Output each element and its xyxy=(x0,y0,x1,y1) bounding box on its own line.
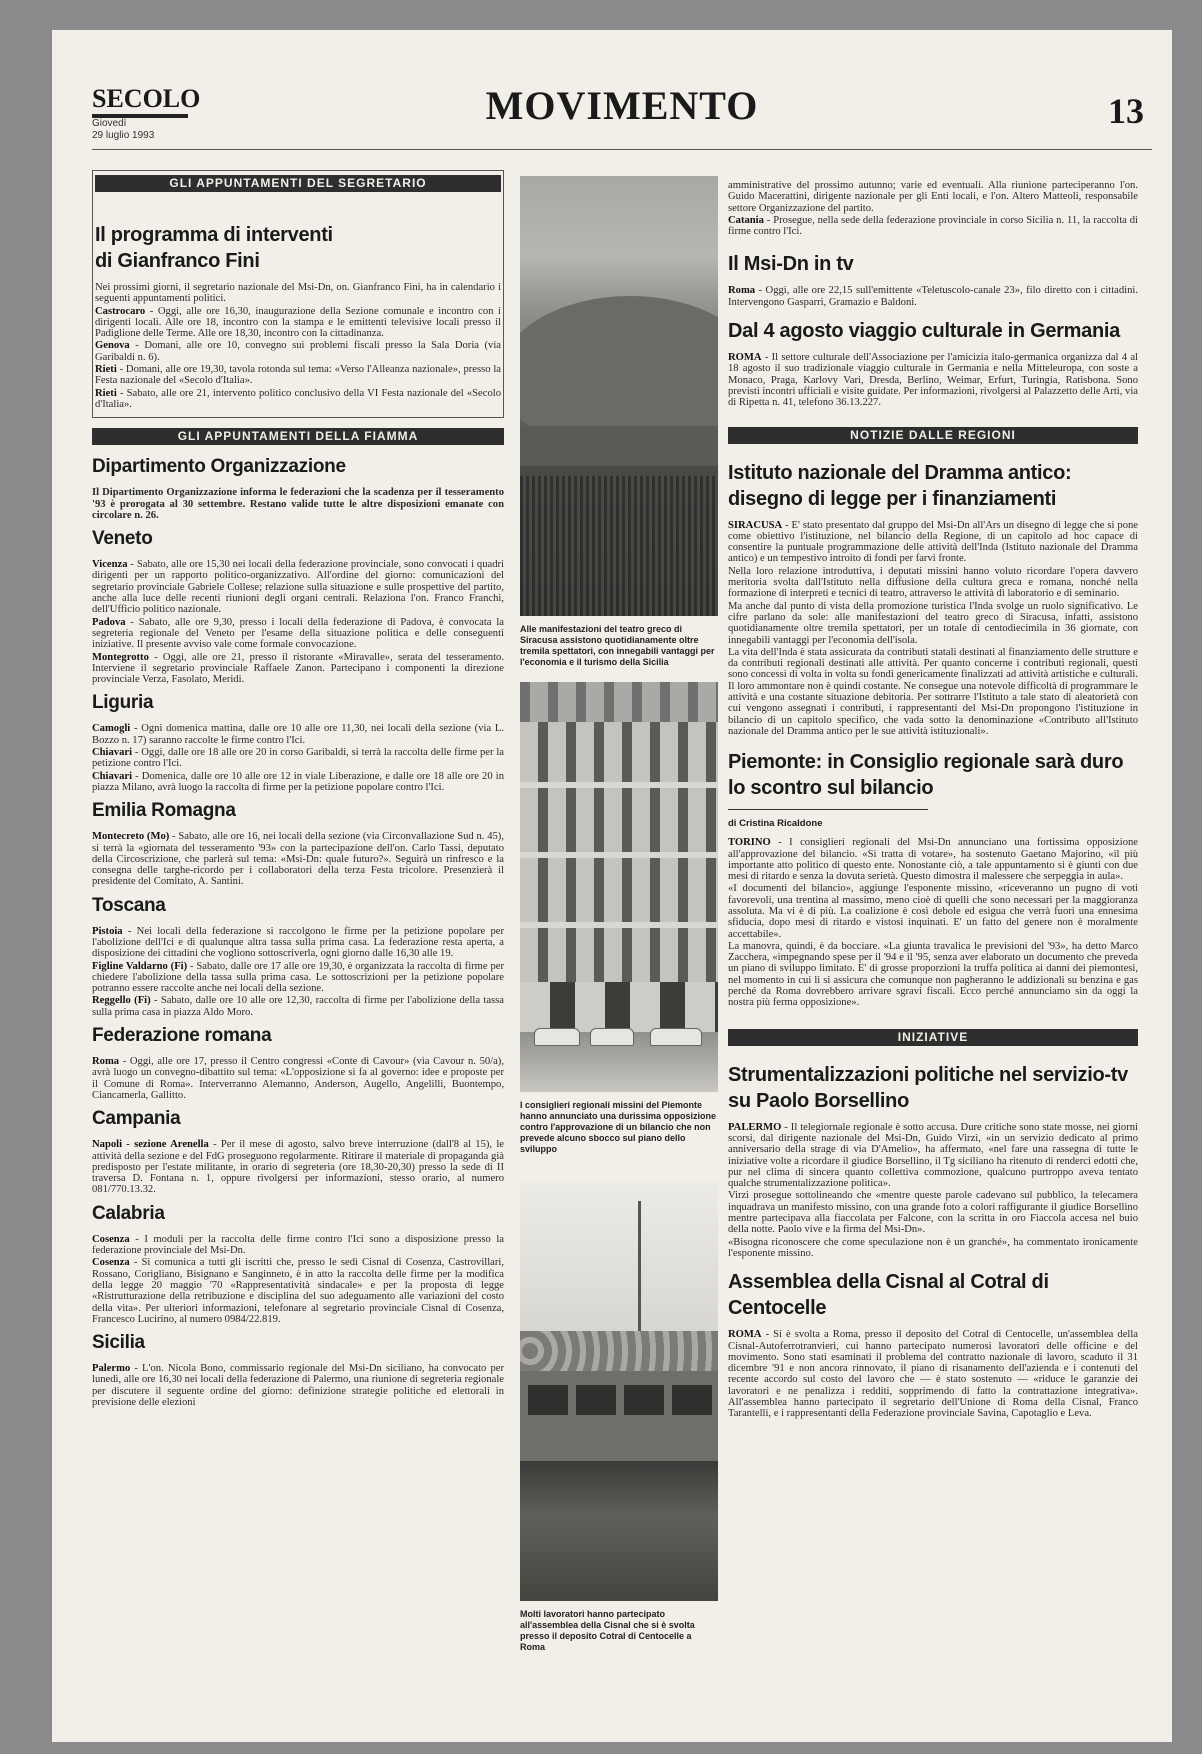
paragraph-text: «Bisogna riconoscere che come speculazione non è un granché», ha commentato ironicamente l'esponente missino. xyxy=(728,1236,1138,1259)
paragraph-text: - Oggi, dalle ore 18 alle ore 20 in corso Garibaldi, si terrà la raccolta delle firme per la petizione contro l'Ici. xyxy=(92,747,504,770)
paragraph-lead: Vicenza xyxy=(92,559,128,571)
paragraph-lead: Reggello (Fi) xyxy=(92,995,151,1007)
paragraph xyxy=(92,1139,504,1195)
headline-emilia: Emilia Romagna xyxy=(92,800,236,822)
paragraph-lead: Palermo xyxy=(92,1363,131,1375)
secretary-box xyxy=(92,170,504,418)
paragraph-text: - Domani, alle ore 10, convegno sui problemi fiscali presso la Sala Doria (via Garibaldi n. 6). xyxy=(95,340,501,363)
photo-crowd-shape xyxy=(520,476,718,616)
photo-bus-window xyxy=(672,1385,712,1415)
left-column xyxy=(92,170,504,1409)
paragraph-text: - Il settore culturale dell'Associazione per l'amicizia italo-germanica organizza dal 4 al 18 agosto il suo tradizionale viaggio culturale in Germania e nella Mitteleuropa, con soste a Monaco, Praga, Karlovy Vari, Dresda, Berlino, Weimar, Erfurt, Turingia, Ratisbona. Sono previsti incontri ufficiali e visite guidate. Per informazioni, rivolgersi al Palazzetto delle Arti, via di Ripetta n. 41, telefono 36.13.227. xyxy=(728,352,1138,409)
paragraph-lead: Rieti xyxy=(95,364,117,376)
section-bar-iniziative: INIZIATIVE xyxy=(728,1029,1138,1046)
article-dramma xyxy=(728,520,1138,738)
paragraph xyxy=(92,617,504,651)
article-fini xyxy=(95,282,501,410)
article-veneto xyxy=(92,559,504,685)
paragraph-text: Virzì prosegue sottolineando che «mentre queste parole cadevano sul pubblico, la telecamera inquadrava un manifesto missino, con una grande foto a colori raffigurante il giudice Borsellino mentre partecipava alla fiaccolata per Falcone, con la scritta in oro Fiaccola accesa nel buio della notte. Paolo vive e la firma del Msi-Dn». xyxy=(728,1190,1138,1236)
paragraph-text: Ma anche dal punto di vista della promozione turistica l'Inda svolge un ruolo significativo. Le cifre parlano da sole: alle manifestazioni del teatro greco di Siracusa, infatti, assistono quotidianamente oltre tremila spettatori, per un totale di centodiecimila in 36 giornate, con innegabili vantaggi per l'economia dell'isola. xyxy=(728,600,1138,646)
paragraph-lead: Roma xyxy=(92,1056,120,1068)
photo-bus-window xyxy=(528,1385,568,1415)
headline-cisnal: Assemblea della Cisnal al Cotral di Centocelle xyxy=(728,1271,1049,1320)
article-organizzazione xyxy=(92,487,504,521)
paragraph-text: - Oggi, alle ore 17, presso il Centro congressi «Conte di Cavour» (via Cavour n. 50/a), avrà luogo un convegno-dibattito sul tema: «L'opposizione si fa al governo: idee e proposte per il Comune di Roma». Interverranno Alemanno, Anderson, Augello, Angelilli, Buontempo, Ciancamerla, Gallitto. xyxy=(92,1056,504,1101)
paragraph xyxy=(728,1237,1138,1260)
photo-bus-window xyxy=(624,1385,664,1415)
headline-toscana: Toscana xyxy=(92,894,166,916)
caption-teatro-greco: Alle manifestazioni del teatro greco di Siracusa assistono quotidianamente oltre tremila spettatori, con innegabili vantaggi per l'economia e il turismo della Sicilia xyxy=(520,624,715,667)
newspaper-page xyxy=(52,30,1172,1742)
paragraph-text: - E' stato presentato dal gruppo del Msi-Dn all'Ars un disegno di legge che si pone come obiettivo l'istituzione, nel bilancio della Regione, di un capitolo ad hoc capace di consentire la puntuale programmazione delle attività dell'Inda (Istituto nazionale del Dramma antico) e un tempestivo introito di fondi per farvi fronte. xyxy=(728,519,1138,565)
photo-floor-line xyxy=(520,782,718,788)
section-title: MOVIMENTO xyxy=(485,83,759,128)
paragraph-text: - Oggi, alle ore 16,30, inaugurazione della Sezione comunale e incontro con i dirigenti locali. Alle ore 18, incontro con la stampa e le emittenti televisive locali presso il Padiglione delle Terme. Alle ore 18,30, incontro con la cittadinanza. xyxy=(95,305,501,340)
article-cisnal xyxy=(728,1329,1138,1419)
byline-piemonte: di Cristina Ricaldone xyxy=(728,809,928,829)
photo-column xyxy=(520,176,718,1667)
article-sicilia-cont xyxy=(728,180,1138,237)
photo-deposito-cotral xyxy=(520,1181,718,1601)
paragraph-lead: Padova xyxy=(92,616,126,628)
paragraph-lead: Figline Valdarno (Fi) xyxy=(92,960,188,972)
paragraph-lead: SIRACUSA xyxy=(728,519,783,531)
paragraph-text: - Sabato, alle ore 9,30, presso i locali della federazione di Padova, è convocata la segreteria regionale del Veneto per l'esame della situazione politica e delle conseguenti iniziative. Il presente avviso vale come formale convocazione. xyxy=(92,616,504,651)
paragraph xyxy=(728,520,1138,565)
section-bar-fiamma: GLI APPUNTAMENTI DELLA FIAMMA xyxy=(92,428,504,445)
photo-bus-shape xyxy=(520,1371,718,1461)
paragraph-lead: Pistoia xyxy=(92,925,123,937)
caption-cisnal: Molti lavoratori hanno partecipato all'assemblea della Cisnal che si è svolta presso il deposito Cotral di Centocelle a Roma xyxy=(520,1609,695,1652)
right-column xyxy=(728,180,1138,1421)
section-bar-regioni: NOTIZIE DALLE REGIONI xyxy=(728,427,1138,444)
dateline-day: Giovedì xyxy=(92,118,127,129)
headline-dramma: Istituto nazionale del Dramma antico: disegno di legge per i finanziamenti xyxy=(728,461,1072,510)
paragraph xyxy=(92,1056,504,1101)
paragraph-text: La manovra, quindi, è da bocciare. «La giunta travalica le previsioni del '93», ha detto Marco Zacchera, «impegnando spese per il '94 e il '95, senza aver elaborato un documento che preveda un piano di sviluppo limitato. E' di grosse proporzioni la truffa politica ai danni dei piemontesi, nel momento in cui li si assicura che comunque non pagheranno le addizionali su benzina e gas perché da Roma dovrebbero arrivare sgravi fiscali. Ecco perché annunciamo sin da oggi la nostra più ferma opposizione». xyxy=(728,940,1138,1009)
paragraph xyxy=(728,883,1138,939)
paragraph-text: Nei prossimi giorni, il segretario nazionale del Msi-Dn, on. Gianfranco Fini, ha in calendario i seguenti appuntamenti politici. xyxy=(95,282,501,305)
paragraph-lead: Napoli - sezione Arenella xyxy=(92,1139,209,1151)
paragraph-text: amministrative del prossimo autunno; varie ed eventuali. Alla riunione parteciperanno l'on. Guido Macerattini, dirigente nazionale per gli Enti locali, e l'on. Altero Matteoli, responsabile settore Organizzazione del partito. xyxy=(728,180,1138,214)
paragraph-text: - I consiglieri regionali del Msi-Dn annunciano una fortissima opposizione all'approvazione del bilancio. «Si tratta di votare», ha sostenuto Gaetano Majorino, «il più importante atto politico di questo ente. Nonostante ciò, a tale appuntamento si è giunti con due mesi di ritardo e senza la dovuta serietà. Questo dimostra il malessere che serpeggia in aula». xyxy=(728,837,1138,883)
paragraph-text: - Si comunica a tutti gli iscritti che, presso le sedi Cisnal di Cosenza, Castrovillari, Rossano, Corigliano, Bisignano e Sanginneto, è in atto la raccolta delle firme per la modifica della legge 20 maggio '70 «Rappresentatività sindacale» e per la proposta di legge «Ristrutturazione della retribuzione e disciplina del suo adeguamento alle variazioni del costo della vita». Per ulteriori informazioni, telefonare al segretario provinciale Cisnal di Cosenza, Francesco Lucirino, al numero 0984/22.819. xyxy=(92,1257,504,1325)
article-emilia xyxy=(92,831,504,887)
photo-floor-line xyxy=(520,922,718,928)
paragraph-text: - Sabato, alle ore 15,30 nei locali della federazione provinciale, sono convocati i quadri dirigenti per un rapporto politico-organizzativo. All'ordine del giorno: comunicazioni del segretario provinciale Gabriele Collese; relazione sulla situazione e sulle prospettive del partito, anche alla luce delle recenti riunioni degli organi centrali. Relaziona l'on. Franco Franchi, dell'Ufficio politico nazionale. xyxy=(92,559,504,616)
paragraph xyxy=(92,723,504,746)
paragraph-text: - I moduli per la raccolta delle firme contro l'Ici sono a disposizione presso la federazione provinciale del Msi-Dn. xyxy=(92,1233,504,1257)
paragraph-text: - Sabato, alle ore 21, intervento politico conclusivo della VI Festa nazionale del «Secolo d'Italia». xyxy=(95,387,501,410)
paragraph xyxy=(92,747,504,770)
headline-borsellino: Strumentalizzazioni politiche nel servizio-tv su Paolo Borsellino xyxy=(728,1063,1128,1112)
headline-campania: Campania xyxy=(92,1108,181,1130)
paragraph-lead: TORINO xyxy=(728,837,771,849)
photo-car-shape xyxy=(650,1028,702,1046)
article-borsellino xyxy=(728,1122,1138,1260)
paragraph xyxy=(92,831,504,887)
paragraph-lead: PALERMO xyxy=(728,1121,782,1133)
paragraph xyxy=(92,961,504,995)
paragraph-lead: Montecreto (Mo) xyxy=(92,831,170,843)
paragraph-lead: Cosenza xyxy=(92,1257,130,1269)
paragraph xyxy=(92,771,504,794)
article-roma xyxy=(92,1056,504,1101)
paragraph xyxy=(728,566,1138,600)
paragraph-text: - Ogni domenica mattina, dalle ore 10 alle ore 11,30, nei locali della sezione (via L. Bozzo n. 17) saranno raccolte le firme contro l'Ici. xyxy=(92,723,504,746)
paragraph xyxy=(728,941,1138,1009)
paragraph-lead: Camogli xyxy=(92,723,131,735)
paragraph-text: - Sabato, alle ore 16, nei locali della sezione (via Circonvallazione Sud n. 45), si terrà la «giornata del tesseramento '93» con la partecipazione dell'on. Carlo Tassi, deputato della Circoscrizione, che parlerà sul tema: «Msi-Dn: quale futuro?». Seguirà un rinfresco e la consegna delle targhe-ricordo per i collaboratori della terza Festa tricolore. Presenzierà il presidente del Comitato, A. Santini. xyxy=(92,831,504,888)
paragraph-text: - Sabato, dalle ore 17 alle ore 19,30, è organizzata la raccolta di firme per chiedere l'abolizione della tassa sulla prima casa. Le sottoscrizioni per la petizione popolare potranno essere raccolte anche nei locali della sezione. xyxy=(92,960,504,995)
paragraph-text: - Prosegue, nella sede della federazione provinciale in corso Sicilia n. 11, la raccolta di firme contro l'Ici. xyxy=(728,214,1138,238)
photo-bus-window xyxy=(576,1385,616,1415)
paragraph-lead: Castrocaro xyxy=(95,305,146,317)
newspaper-logo: SECOLO xyxy=(92,84,201,113)
page-number: 13 xyxy=(1108,91,1144,131)
article-liguria xyxy=(92,723,504,793)
paragraph xyxy=(728,837,1138,882)
paragraph-text: - Sabato, dalle ore 10 alle ore 12,30, raccolta di firme per l'abolizione della tassa sulla prima casa in piazza Aldo Moro. xyxy=(92,995,504,1018)
paragraph-lead: Chiavari xyxy=(92,770,133,782)
article-toscana xyxy=(92,926,504,1018)
paragraph-text: - Si è svolta a Roma, presso il deposito del Cotral di Centocelle, un'assemblea della Cisnal-Autoferrotranvieri, cui hanno partecipato numerosi lavoratori delle officine e del movimento. Sono stati esaminati il problema del contratto nazionale di lavoro, scaduto il 31 dicembre '91 e non ancora rinnovato, il piano di risanamento dell'azienda e i contenuti del recente accordo sul costo del lavoro che — è stato sostenuto — «riduce le garanzie dei lavoratori e ne penalizza i redditi, sopprimendo di fatto la contrattazione integrativa». All'assemblea hanno partecipato il segretario dell'Unione di Roma della Cisnal, Franco Tarantelli, e i rappresentanti della Federazione provinciale Savina, Capotaglio e Leva. xyxy=(728,1329,1138,1420)
paragraph xyxy=(92,1234,504,1257)
paragraph-text: Nella loro relazione introduttiva, i deputati missini hanno voluto ricordare l'opera davvero meritoria svolta dall'Istituto nella diffusione della cultura greca e romana, nonché nella formazione di interpreti e tecnici di teatro, attraverso le attività di laboratorio e di seminario. xyxy=(728,565,1138,600)
photo-car-shape xyxy=(590,1028,634,1046)
paragraph-lead: ROMA xyxy=(728,352,762,364)
paragraph xyxy=(95,340,501,363)
paragraph-lead: ROMA xyxy=(728,1329,762,1341)
headline-roma: Federazione romana xyxy=(92,1025,272,1047)
paragraph-text: - Oggi, alle ore 22,15 sull'emittente «Teletuscolo-canale 23», filo diretto con i cittadini. Intervengono Gasparri, Gramazio e Baldoni. xyxy=(728,285,1138,308)
paragraph xyxy=(728,180,1138,214)
paragraph xyxy=(728,1329,1138,1419)
section-bar-segretario: GLI APPUNTAMENTI DEL SEGRETARIO xyxy=(95,175,501,192)
paragraph-text: - Oggi, alle ore 21, presso il ristorante «Miravalle», serata del tesseramento. Interviene il segretario provinciale Raffaele Zanon. Partecipano i componenti la direzione provinciale Verza, Fasolato, Meridi. xyxy=(92,651,504,686)
paragraph xyxy=(92,559,504,615)
paragraph xyxy=(95,364,501,387)
paragraph xyxy=(728,215,1138,238)
article-campania xyxy=(92,1139,504,1195)
paragraph xyxy=(728,647,1138,737)
photo-ridge-shape xyxy=(520,426,718,466)
article-germania xyxy=(728,352,1138,408)
paragraph xyxy=(95,282,501,305)
article-sicilia xyxy=(92,1363,504,1408)
paragraph-lead: Montegrotto xyxy=(92,651,149,663)
paragraph-text: - L'on. Nicola Bono, commissario regionale del Msi-Dn siciliano, ha convocato per lunedì, alle ore 16,30 nei locali della federazione di Palermo, una riunione di segreteria regionale per discutere il seguente ordine del giorno: definizione strategie politiche ed elettorali in previsione delle elezioni xyxy=(92,1363,504,1408)
paragraph-lead: Roma xyxy=(728,285,756,297)
paragraph xyxy=(728,601,1138,646)
paragraph xyxy=(92,1257,504,1325)
paragraph-text: - Per il mese di agosto, salvo breve interruzione (dall'8 al 15), le attività della sezione e del FdG proseguono regolarmente. Ritirare il materiale di propaganda già predisposto per l'estate militante, in orario di segreteria (ore 18,30-20,30) presso la sede di II traversa D. Fontana n. 1, oppure rivolgersi per informazioni, stesso orario, al numero 081/770.13.32. xyxy=(92,1139,504,1196)
paragraph xyxy=(92,1363,504,1408)
photo-trees-shape xyxy=(520,1331,718,1376)
dateline-date: 29 luglio 1993 xyxy=(92,130,155,141)
paragraph xyxy=(95,388,501,411)
headline-tv: Il Msi-Dn in tv xyxy=(728,253,854,276)
paragraph-text: - Domani, alle ore 19,30, tavola rotonda sul tema: «Verso l'Alleanza nazionale», presso la Festa nazionale del «Secolo d'Italia». xyxy=(95,364,501,387)
paragraph xyxy=(728,352,1138,408)
photo-teatro-greco xyxy=(520,176,718,616)
headline-liguria: Liguria xyxy=(92,692,154,714)
headline-calabria: Calabria xyxy=(92,1202,165,1224)
headline-germania: Dal 4 agosto viaggio culturale in Germania xyxy=(728,320,1120,343)
article-calabria xyxy=(92,1234,504,1325)
paragraph-lead: Catania xyxy=(728,214,764,226)
paragraph xyxy=(92,652,504,686)
headline-piemonte: Piemonte: in Consiglio regionale sarà duro lo scontro sul bilancio xyxy=(728,751,1124,800)
headline-fini: Il programma di interventi di Gianfranco Fini xyxy=(95,224,333,272)
article-tv xyxy=(728,285,1138,308)
photo-car-shape xyxy=(534,1028,580,1046)
paragraph xyxy=(92,995,504,1018)
headline-sicilia: Sicilia xyxy=(92,1332,145,1354)
photo-floor-line xyxy=(520,852,718,858)
paragraph xyxy=(728,1190,1138,1235)
paragraph-lead: Rieti xyxy=(95,387,117,399)
photo-ground-shape xyxy=(520,1461,718,1601)
headline-organizzazione: Dipartimento Organizzazione xyxy=(92,456,346,478)
paragraph-lead: Cosenza xyxy=(92,1233,130,1245)
paragraph xyxy=(92,926,504,960)
paragraph xyxy=(95,306,501,340)
paragraph-lead: Genova xyxy=(95,340,130,352)
paragraph-text: - Domenica, dalle ore 10 alle ore 12 in viale Liberazione, e dalle ore 18 alle ore 20 in piazza Milano, avrà luogo la raccolta di firme per la petizione popolare contro l'Ici. xyxy=(92,770,504,793)
organizzazione-text: Il Dipartimento Organizzazione informa le federazioni che la scadenza per il tesseramento '93 è prorogata al 30 settembre. Restano valide tutte le altre disposizioni emanate con circolare n. 26. xyxy=(92,487,504,521)
photo-arcade-shape xyxy=(520,982,718,1032)
paragraph xyxy=(728,285,1138,308)
paragraph-text: - Nei locali della federazione si raccolgono le firme per la petizione popolare per l'abolizione dell'Ici e di qualunque altra tassa sulla prima casa. La federazione resta aperta, a disposizione dei cittadini che vogliono sottoscriverla, ogni giorno dalle 16,30 alle 19. xyxy=(92,925,504,960)
caption-piemonte: I consiglieri regionali missini del Piemonte hanno annunciato una durissima opposizione contro l'approvazione di un bilancio che non prevede alcuno sbocco sul piano dello sviluppo xyxy=(520,1100,717,1154)
paragraph-text: La vita dell'Inda è stata assicurata da contributi statali destinati al finanziamento delle strutture e da contributi regionali destinati alle attività. Per quanto concerne i contributi regionali, questi sono concessi di volta in volta su fondi genericamente finalizzati ad attività artistiche e culturali. Il loro ammontare non è quindi costante. Ne consegue una notevole difficoltà di programmare le attività e una costante situazione debitoria. Per sottrarre l'Istituto a tale stato di aleatorietà con cui vengono assegnati i contributi, i rappresentanti del Msi-Dn propongono l'istituzione in bilancio di un capitolo specifico, che vada sotto la denominazione «Contributo all'Istituto nazionale del Dramma antico per le sue attività istituzionali». xyxy=(728,646,1138,737)
headline-veneto: Veneto xyxy=(92,528,153,550)
article-piemonte xyxy=(728,837,1138,1008)
paragraph-text: «I documenti del bilancio», aggiunge l'esponente missino, «riceveranno un pugno di voti favorevoli, una trentina al massimo, meno cioè di quelli che sono necessari per la maggioranza assoluta. Ma vi è di più. La coalizione è così debole ed esigua che verrà fuori una ennesima sfiducia, dopo mesi di ritardo e vistosi inquinati. E' un fatto del genere non è moralmente accettabile». xyxy=(728,883,1138,940)
paragraph-lead: Chiavari xyxy=(92,747,133,759)
photo-palazzo-regione xyxy=(520,682,718,1092)
masthead xyxy=(92,50,1152,150)
paragraph-text: - Il telegiornale regionale è sotto accusa. Dure critiche sono state mosse, nei giorni scorsi, dal dirigente nazionale del Msi-Dn, Guido Virzì, «in un servizio dedicato al primo anniversario della strage di via D'Amelio», ha affermato, «nel fare una rassegna di tutte le iniziative volte a ricordare il giudice Borsellino, il Tg siciliano ha ritenuto di renderci edotti che, pur nel clima di sincera quanto collettiva commozione, qualcuno purtroppo aveva tentato qualche strumentalizzazione politica». xyxy=(728,1121,1138,1190)
paragraph xyxy=(728,1122,1138,1190)
photo-roof-shape xyxy=(520,682,718,722)
